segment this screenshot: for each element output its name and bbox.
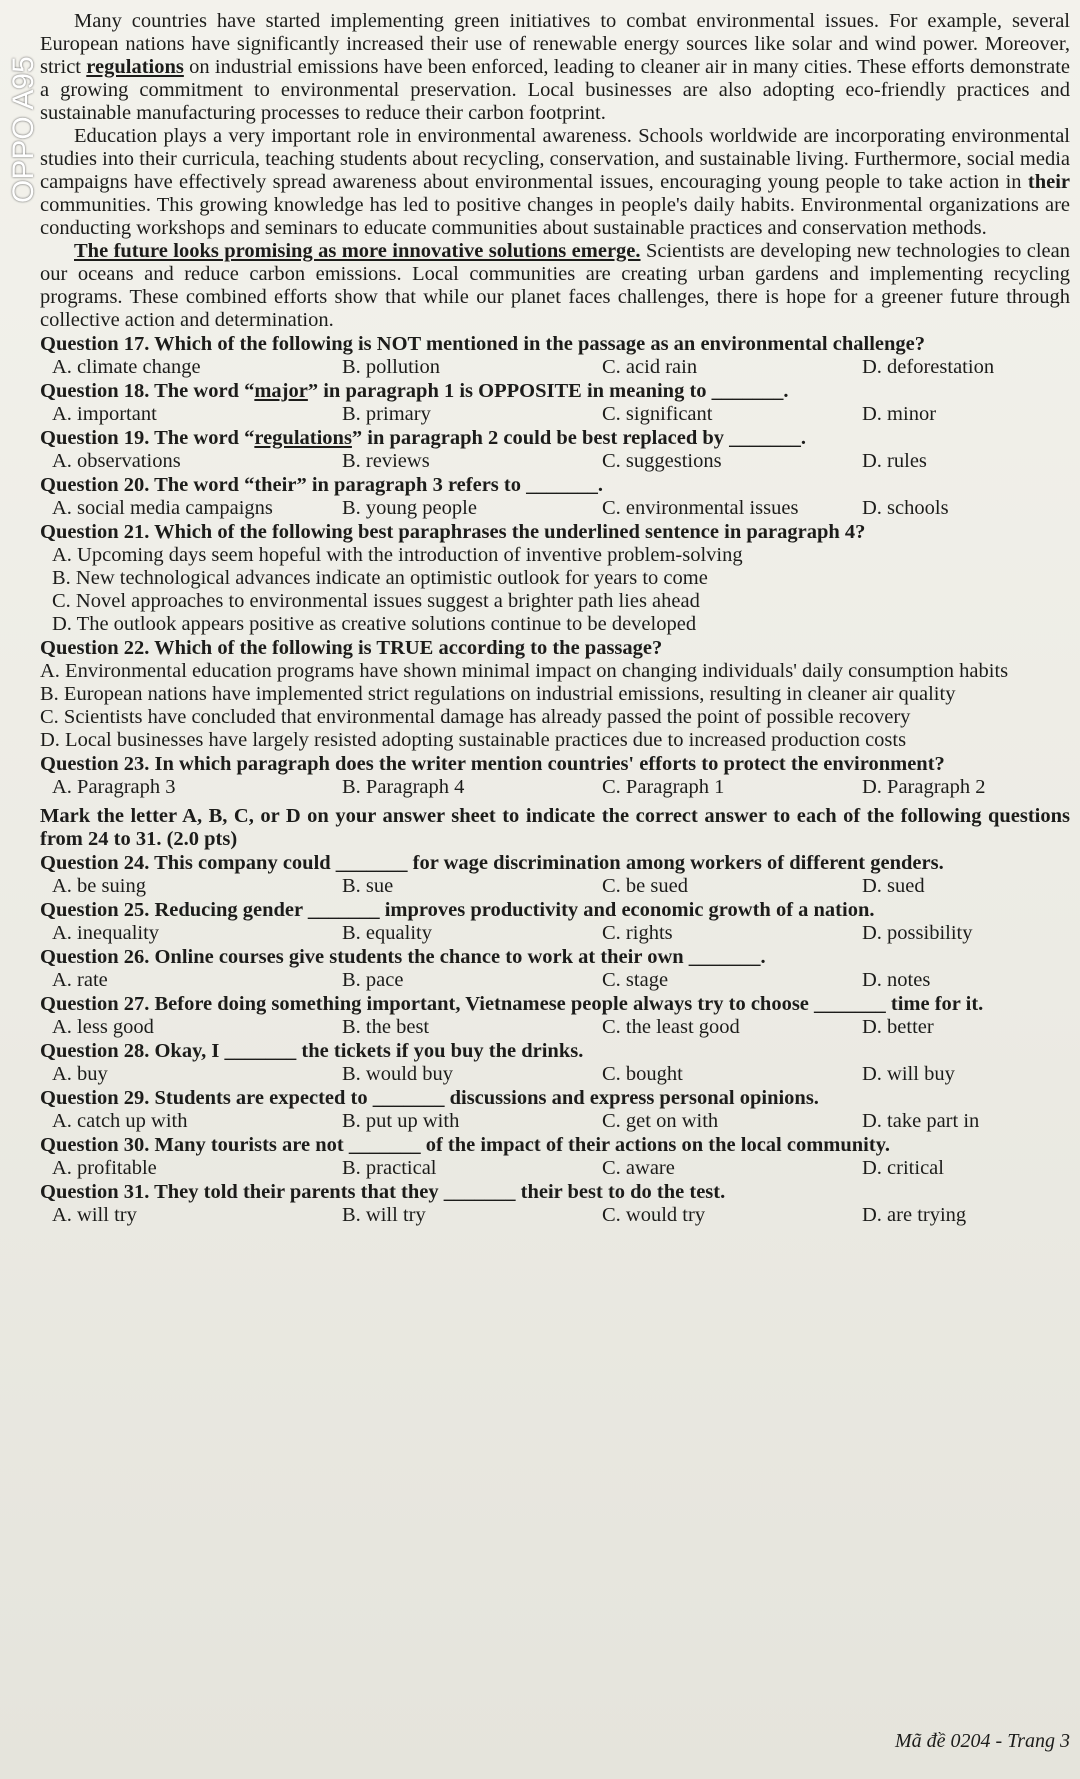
option-d[interactable]: D. rules [862, 450, 927, 472]
option-c[interactable]: C. Paragraph 1 [602, 776, 725, 798]
option-b[interactable]: B. sue [342, 875, 394, 897]
option-c[interactable]: C. significant [602, 403, 713, 425]
option-d[interactable]: D. schools [862, 497, 949, 519]
options [40, 1157, 1070, 1180]
question-stem: Question 30. Many tourists are not _______ of the impact of their actions on the local community. [40, 1134, 890, 1156]
option-d[interactable]: D. deforestation [862, 356, 995, 378]
question-stem: Question 22. Which of the following is TRUE according to the passage? [40, 637, 663, 659]
question-17 [40, 333, 1070, 379]
option-b[interactable]: B. pollution [342, 356, 440, 378]
question-stem: Question 18. The word “major” in paragraph 1 is OPPOSITE in meaning to _______. [40, 380, 789, 402]
passage-paragraph-3: Education plays a very important role in environmental awareness. Schools worldwide are incorporating environmental studies into their curricula, teaching students about recycling, conservation, and sustainable living. Furthermore, social media campaigns have effectively spread awareness about environmental issues, encouraging young people to take action in their communities. This growing knowledge has led to positive changes in people's daily habits. Environmental organizations are conducting workshops and seminars to educate communities about sustainable practices and conservation methods. [40, 125, 1070, 239]
question-31 [40, 1181, 1070, 1227]
question-stem: Question 31. They told their parents that they _______ their best to do the test. [40, 1181, 726, 1203]
option-a[interactable]: A. climate change [52, 356, 201, 378]
option-d[interactable]: D. notes [862, 969, 931, 991]
exam-content [40, 10, 1070, 1227]
question-stem: Question 25. Reducing gender _______ improves productivity and economic growth of a nation. [40, 899, 875, 921]
option-b[interactable]: B. equality [342, 922, 432, 944]
option-c[interactable]: C. be sued [602, 875, 688, 897]
options [40, 1063, 1070, 1086]
option-a[interactable]: A. Upcoming days seem hopeful with the introduction of inventive problem-solving [52, 544, 743, 566]
option-b[interactable]: B. reviews [342, 450, 430, 472]
question-stem: Question 17. Which of the following is NOT mentioned in the passage as an environmental challenge? [40, 333, 925, 355]
option-d[interactable]: D. minor [862, 403, 937, 425]
passage-paragraph-4: The future looks promising as more innovative solutions emerge. Scientists are developing new technologies to clean our oceans and reduce carbon emissions. Local communities are creating urban gardens and implementing recycling programs. These combined efforts show that while our planet faces challenges, there is hope for a greener future through collective action and determination. [40, 240, 1070, 331]
option-a[interactable]: A. profitable [52, 1157, 157, 1179]
option-c[interactable]: C. would try [602, 1204, 706, 1226]
option-d[interactable]: D. Local businesses have largely resisted adopting sustainable practices due to increased production costs [40, 729, 907, 751]
question-19 [40, 427, 1070, 473]
option-b[interactable]: B. put up with [342, 1110, 460, 1132]
option-a[interactable]: A. inequality [52, 922, 160, 944]
question-21 [40, 521, 1070, 636]
option-b[interactable]: B. European nations have implemented strict regulations on industrial emissions, resulting in cleaner air quality [40, 683, 956, 705]
question-28 [40, 1040, 1070, 1086]
option-c[interactable]: C. get on with [602, 1110, 719, 1132]
passage-paragraph-2: Many countries have started implementing green initiatives to combat environmental issues. For example, several European nations have significantly increased their use of renewable energy sources like solar and wind power. Moreover, strict regulations on industrial emissions have been enforced, leading to cleaner air in many cities. These efforts demonstrate a growing commitment to environmental preservation. Local businesses are also adopting eco-friendly practices and sustainable manufacturing processes to reduce their carbon footprint. [40, 10, 1071, 124]
options [40, 356, 1070, 379]
option-b[interactable]: B. pace [342, 969, 404, 991]
option-b[interactable]: B. the best [342, 1016, 430, 1038]
underlined-word-regulations: regulations [86, 56, 184, 78]
question-stem: Question 19. The word “regulations” in paragraph 2 could be best replaced by _______. [40, 427, 806, 449]
options [40, 776, 1070, 799]
option-a[interactable]: A. observations [52, 450, 181, 472]
question-25 [40, 899, 1070, 945]
question-stem: Question 24. This company could _______ for wage discrimination among workers of different genders. [40, 852, 944, 874]
question-stem: Question 21. Which of the following best paraphrases the underlined sentence in paragraph 4? [40, 521, 866, 543]
option-c[interactable]: C. Novel approaches to environmental issues suggest a brighter path lies ahead [52, 590, 700, 612]
question-18 [40, 380, 1070, 426]
option-c[interactable]: C. bought [602, 1063, 683, 1085]
option-d[interactable]: D. are trying [862, 1204, 967, 1226]
options [40, 450, 1070, 473]
option-d[interactable]: D. sued [862, 875, 925, 897]
question-27 [40, 993, 1070, 1039]
option-c[interactable]: C. Scientists have concluded that environmental damage has already passed the point of possible recovery [40, 706, 911, 728]
question-stem: Question 26. Online courses give students the chance to work at their own _______. [40, 946, 766, 968]
options [40, 403, 1070, 426]
option-d[interactable]: D. will buy [862, 1063, 955, 1085]
option-a[interactable]: A. will try [52, 1204, 137, 1226]
option-a[interactable]: A. rate [52, 969, 108, 991]
option-b[interactable]: B. will try [342, 1204, 426, 1226]
section-instruction: Mark the letter A, B, C, or D on your answer sheet to indicate the correct answer to each of the following questions from 24 to 31. (2.0 pts) [40, 805, 1070, 850]
question-26 [40, 946, 1070, 992]
options [40, 497, 1070, 520]
option-c[interactable]: C. environmental issues [602, 497, 799, 519]
question-29 [40, 1087, 1070, 1133]
option-a[interactable]: A. less good [52, 1016, 154, 1038]
underlined-sentence: The future looks promising as more innovative solutions emerge. [74, 240, 641, 262]
option-a[interactable]: A. Paragraph 3 [52, 776, 176, 798]
option-b[interactable]: B. primary [342, 403, 431, 425]
option-b[interactable]: B. young people [342, 497, 477, 519]
options [40, 1016, 1070, 1039]
options [40, 875, 1070, 898]
option-a[interactable]: A. be suing [52, 875, 146, 897]
question-stem: Question 29. Students are expected to _______ discussions and express personal opinions. [40, 1087, 819, 1109]
options [40, 922, 1070, 945]
question-23 [40, 753, 1070, 799]
option-c[interactable]: C. the least good [602, 1016, 740, 1038]
page-footer: Mã đề 0204 - Trang 3 [895, 1730, 1070, 1752]
option-b[interactable]: B. practical [342, 1157, 437, 1179]
option-d[interactable]: D. Paragraph 2 [862, 776, 986, 798]
option-d[interactable]: D. critical [862, 1157, 944, 1179]
option-b[interactable]: B. would buy [342, 1063, 454, 1085]
option-a[interactable]: A. social media campaigns [52, 497, 273, 519]
option-c[interactable]: C. rights [602, 922, 673, 944]
question-stem: Question 28. Okay, I _______ the tickets if you buy the drinks. [40, 1040, 584, 1062]
options [40, 1110, 1070, 1133]
option-c[interactable]: C. acid rain [602, 356, 698, 378]
option-b[interactable]: B. Paragraph 4 [342, 776, 465, 798]
camera-watermark: OPPO A95 [7, 56, 40, 204]
option-a[interactable]: A. buy [52, 1063, 108, 1085]
options [40, 1204, 1070, 1227]
question-22 [40, 637, 1070, 752]
question-30 [40, 1134, 1070, 1180]
option-d[interactable]: D. better [862, 1016, 934, 1038]
question-stem: Question 27. Before doing something important, Vietnamese people always try to choose _______ time for it. [40, 993, 984, 1015]
options [40, 969, 1070, 992]
option-b[interactable]: B. New technological advances indicate an optimistic outlook for years to come [52, 567, 708, 589]
question-24 [40, 852, 1070, 898]
question-stem: Question 23. In which paragraph does the writer mention countries' efforts to protect the environment? [40, 753, 945, 775]
question-stem: Question 20. The word “their” in paragraph 3 refers to _______. [40, 474, 603, 496]
option-c[interactable]: C. aware [602, 1157, 675, 1179]
option-a[interactable]: A. catch up with [52, 1110, 188, 1132]
option-d[interactable]: D. take part in [862, 1110, 980, 1132]
option-a[interactable]: A. Environmental education programs have shown minimal impact on changing individuals' daily consumption habits [40, 660, 1009, 682]
option-d[interactable]: D. The outlook appears positive as creative solutions continue to be developed [52, 613, 697, 635]
option-c[interactable]: C. stage [602, 969, 669, 991]
question-20 [40, 474, 1070, 520]
option-d[interactable]: D. possibility [862, 922, 973, 944]
option-a[interactable]: A. important [52, 403, 157, 425]
highlighted-word-their: their [1027, 171, 1070, 193]
option-c[interactable]: C. suggestions [602, 450, 722, 472]
